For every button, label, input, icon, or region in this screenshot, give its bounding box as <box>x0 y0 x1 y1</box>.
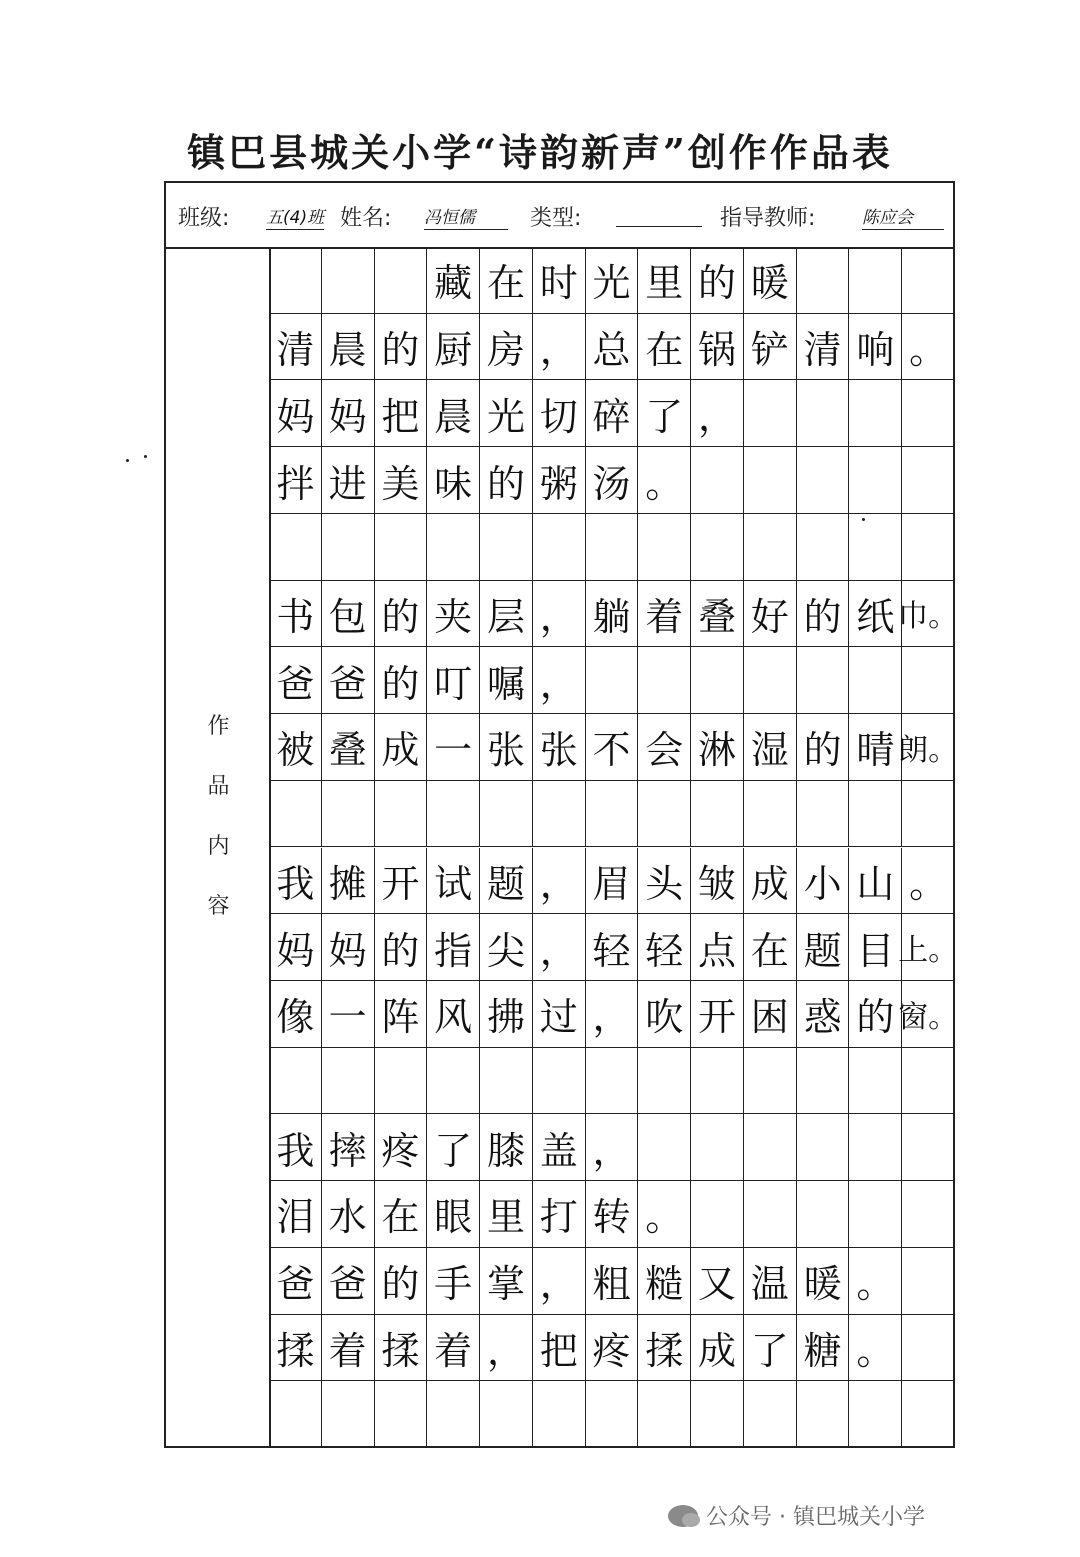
grid-cell: 。 <box>849 1248 902 1315</box>
grid-cell <box>480 514 533 581</box>
grid-cell: 疼 <box>375 1114 428 1181</box>
grid-cell <box>744 447 797 514</box>
grid-cell: 爸 <box>269 1248 322 1315</box>
grid-cell <box>849 447 902 514</box>
grid-cell: 。 <box>902 314 955 381</box>
grid-cell <box>691 1114 744 1181</box>
grid-cell: 着 <box>427 1315 480 1382</box>
content-label-char: 容 <box>207 894 230 919</box>
grid-cell <box>691 647 744 714</box>
grid-cell: 盖 <box>533 1114 586 1181</box>
grid-cell: 晨 <box>322 314 375 381</box>
grid-cell: 叠 <box>691 581 744 648</box>
grid-cell: 我 <box>269 848 322 915</box>
content-label-column <box>166 249 271 1448</box>
grid-cell <box>691 1381 744 1448</box>
grid-cell: 。 <box>638 447 691 514</box>
grid-cell: 题 <box>797 914 850 981</box>
class-value: 五(4)班 <box>266 203 324 230</box>
grid-cell <box>269 247 322 314</box>
grid-cell <box>849 1181 902 1248</box>
grid-cell: 摔 <box>322 1114 375 1181</box>
grid-cell: 揉 <box>638 1315 691 1382</box>
grid-cell <box>691 447 744 514</box>
grid-cell: 不 <box>586 714 639 781</box>
grid-cell: 暖 <box>797 1248 850 1315</box>
grid-cell <box>322 781 375 848</box>
grid-cell <box>744 1381 797 1448</box>
grid-cell: 头 <box>638 848 691 915</box>
grid-cell <box>797 247 850 314</box>
grid-cell <box>744 1181 797 1248</box>
grid-cell <box>322 1381 375 1448</box>
grid-cell: 上。 <box>902 914 955 981</box>
grid-cell <box>533 1048 586 1115</box>
grid-cell: 晴 <box>849 714 902 781</box>
grid-cell: 锅 <box>691 314 744 381</box>
grid-cell <box>586 647 639 714</box>
grid-cell <box>849 1381 902 1448</box>
grid-cell <box>849 1048 902 1115</box>
grid-cell: 开 <box>375 848 428 915</box>
grid-cell: 厨 <box>427 314 480 381</box>
grid-cell <box>375 247 428 314</box>
grid-cell <box>902 447 955 514</box>
grid-cell: 揉 <box>375 1315 428 1382</box>
grid-cell <box>533 514 586 581</box>
grid-cell: 张 <box>533 714 586 781</box>
grid-cell: 我 <box>269 1114 322 1181</box>
grid-cell: 妈 <box>322 914 375 981</box>
grid-cell: 光 <box>586 247 639 314</box>
teacher-value: 陈应会 <box>862 203 944 230</box>
grid-cell: 妈 <box>269 914 322 981</box>
grid-cell: 朗。 <box>902 714 955 781</box>
grid-cell: 山 <box>849 848 902 915</box>
grid-cell: 把 <box>533 1315 586 1382</box>
grid-cell <box>797 1381 850 1448</box>
grid-cell <box>902 781 955 848</box>
grid-cell <box>269 1381 322 1448</box>
content-label-char: 品 <box>207 774 230 799</box>
grid-cell: 。 <box>638 1181 691 1248</box>
grid-cell: 的 <box>797 714 850 781</box>
grid-cell: 巾。 <box>902 581 955 648</box>
grid-cell: 淋 <box>691 714 744 781</box>
grid-cell: 碎 <box>586 380 639 447</box>
grid-cell: 一 <box>322 981 375 1048</box>
grid-cell: 尖 <box>480 914 533 981</box>
grid-cell: 。 <box>849 1315 902 1382</box>
grid-cell <box>427 781 480 848</box>
grid-cell: 着 <box>638 581 691 648</box>
grid-cell: 小 <box>797 848 850 915</box>
grid-cell: 的 <box>375 647 428 714</box>
grid-cell: ， <box>533 647 586 714</box>
grid-cell <box>691 1181 744 1248</box>
grid-cell: 躺 <box>586 581 639 648</box>
grid-cell: 泪 <box>269 1181 322 1248</box>
grid-cell: 的 <box>797 581 850 648</box>
grid-cell: 又 <box>691 1248 744 1315</box>
grid-cell <box>744 1114 797 1181</box>
grid-cell: 层 <box>480 581 533 648</box>
grid-cell <box>902 1248 955 1315</box>
grid-cell <box>586 781 639 848</box>
grid-cell: 着 <box>322 1315 375 1382</box>
grid-cell: 爸 <box>322 647 375 714</box>
grid-cell: 的 <box>849 981 902 1048</box>
form-title: 镇巴县城关小学“诗韵新声”创作作品表 <box>187 130 893 175</box>
grid-cell <box>849 247 902 314</box>
grid-cell: 把 <box>375 380 428 447</box>
grid-cell <box>797 1114 850 1181</box>
grid-cell: ， <box>480 1315 533 1382</box>
grid-cell: 打 <box>533 1181 586 1248</box>
grid-cell: 光 <box>480 380 533 447</box>
grid-cell: 过 <box>533 981 586 1048</box>
grid-cell: 清 <box>269 314 322 381</box>
grid-cell: 爸 <box>269 647 322 714</box>
grid-cell <box>480 1048 533 1115</box>
grid-cell: 了 <box>427 1114 480 1181</box>
grid-cell <box>638 1114 691 1181</box>
grid-cell <box>797 447 850 514</box>
grid-cell: 疼 <box>586 1315 639 1382</box>
grid-cell <box>902 1315 955 1382</box>
grid-cell <box>902 514 955 581</box>
content-label-char: 内 <box>207 834 230 859</box>
info-row <box>166 183 953 249</box>
grid-cell: 了 <box>744 1315 797 1382</box>
watermark-text: 公众号 · 镇巴城关小学 <box>706 1505 925 1530</box>
type-value <box>616 203 702 227</box>
grid-cell: 叮 <box>427 647 480 714</box>
grid-cell: 嘱 <box>480 647 533 714</box>
watermark <box>668 1500 925 1531</box>
grid-cell: 吹 <box>638 981 691 1048</box>
grid-cell <box>691 514 744 581</box>
grid-cell <box>427 514 480 581</box>
grid-cell: 夹 <box>427 581 480 648</box>
grid-cell: 了 <box>638 380 691 447</box>
grid-cell <box>797 647 850 714</box>
grid-cell <box>638 647 691 714</box>
grid-cell <box>480 1381 533 1448</box>
grid-cell: 被 <box>269 714 322 781</box>
grid-cell: 手 <box>427 1248 480 1315</box>
grid-cell <box>533 781 586 848</box>
grid-cell <box>744 1048 797 1115</box>
grid-cell: ， <box>691 380 744 447</box>
grid-cell: 困 <box>744 981 797 1048</box>
grid-cell: 拂 <box>480 981 533 1048</box>
grid-cell: 温 <box>744 1248 797 1315</box>
grid-cell <box>375 1381 428 1448</box>
grid-cell <box>375 1048 428 1115</box>
grid-cell <box>902 1181 955 1248</box>
grid-cell <box>849 781 902 848</box>
grid-cell <box>269 781 322 848</box>
grid-cell <box>797 1048 850 1115</box>
grid-cell: 的 <box>375 914 428 981</box>
wechat-icon <box>668 1505 698 1527</box>
grid-cell: 在 <box>375 1181 428 1248</box>
grid-cell <box>322 1048 375 1115</box>
grid-cell <box>269 514 322 581</box>
paper-speck <box>126 459 129 462</box>
grid-cell <box>638 514 691 581</box>
grid-cell <box>480 781 533 848</box>
grid-cell: 题 <box>480 848 533 915</box>
grid-cell: 揉 <box>269 1315 322 1382</box>
grid-cell: 转 <box>586 1181 639 1248</box>
grid-cell: 掌 <box>480 1248 533 1315</box>
grid-cell: 时 <box>533 247 586 314</box>
grid-cell: ， <box>533 1248 586 1315</box>
grid-cell <box>849 380 902 447</box>
grid-cell: 糙 <box>638 1248 691 1315</box>
grid-cell <box>797 1181 850 1248</box>
grid-cell: 妈 <box>322 380 375 447</box>
grid-cell: 风 <box>427 981 480 1048</box>
grid-cell <box>744 514 797 581</box>
grid-cell: 纸 <box>849 581 902 648</box>
grid-cell: 在 <box>744 914 797 981</box>
grid-cell: ， <box>533 581 586 648</box>
grid-cell <box>849 1114 902 1181</box>
grid-cell <box>586 514 639 581</box>
grid-cell: 藏 <box>427 247 480 314</box>
grid-cell: 叠 <box>322 714 375 781</box>
grid-cell: 的 <box>691 247 744 314</box>
grid-cell: 的 <box>375 314 428 381</box>
grid-cell: 拌 <box>269 447 322 514</box>
name-label: 姓名: <box>340 206 392 231</box>
grid-cell <box>427 1381 480 1448</box>
grid-cell: 点 <box>691 914 744 981</box>
grid-cell: 阵 <box>375 981 428 1048</box>
grid-cell: 切 <box>533 380 586 447</box>
paper-speck <box>862 518 865 521</box>
grid-cell: ， <box>533 314 586 381</box>
grid-cell <box>902 380 955 447</box>
grid-cell: 张 <box>480 714 533 781</box>
grid-cell <box>849 514 902 581</box>
grid-cell <box>322 514 375 581</box>
grid-cell: 。 <box>902 848 955 915</box>
grid-cell: 晨 <box>427 380 480 447</box>
grid-cell: 清 <box>797 314 850 381</box>
grid-cell: 湿 <box>744 714 797 781</box>
class-label: 班级: <box>178 206 230 231</box>
grid-cell <box>902 1381 955 1448</box>
grid-cell: 包 <box>322 581 375 648</box>
grid-cell <box>691 1048 744 1115</box>
grid-cell <box>797 781 850 848</box>
type-label: 类型: <box>530 206 582 231</box>
grid-cell <box>797 380 850 447</box>
grid-cell <box>586 1381 639 1448</box>
grid-cell <box>638 1381 691 1448</box>
grid-cell <box>902 1114 955 1181</box>
grid-cell <box>902 247 955 314</box>
grid-cell <box>849 647 902 714</box>
grid-cell: 好 <box>744 581 797 648</box>
grid-cell <box>902 647 955 714</box>
grid-cell: 成 <box>375 714 428 781</box>
grid-cell: 目 <box>849 914 902 981</box>
grid-cell: 汤 <box>586 447 639 514</box>
grid-cell <box>744 380 797 447</box>
grid-cell <box>902 1048 955 1115</box>
grid-cell: 眼 <box>427 1181 480 1248</box>
grid-cell: 会 <box>638 714 691 781</box>
grid-cell: 在 <box>480 247 533 314</box>
content-label-char: 作 <box>207 714 230 739</box>
grid-cell: ， <box>586 1114 639 1181</box>
grid-cell <box>269 1048 322 1115</box>
grid-cell <box>744 781 797 848</box>
grid-cell: 爸 <box>322 1248 375 1315</box>
grid-cell: 水 <box>322 1181 375 1248</box>
grid-cell: 里 <box>638 247 691 314</box>
grid-cell: 开 <box>691 981 744 1048</box>
grid-cell: 味 <box>427 447 480 514</box>
grid-cell: 粥 <box>533 447 586 514</box>
grid-cell: 房 <box>480 314 533 381</box>
grid-cell: 膝 <box>480 1114 533 1181</box>
grid-cell: 惑 <box>797 981 850 1048</box>
grid-cell <box>322 247 375 314</box>
grid-cell: 一 <box>427 714 480 781</box>
grid-cell: 妈 <box>269 380 322 447</box>
grid-cell: 进 <box>322 447 375 514</box>
grid-cell: 响 <box>849 314 902 381</box>
grid-cell: 书 <box>269 581 322 648</box>
grid-cell: 糖 <box>797 1315 850 1382</box>
grid-cell <box>797 514 850 581</box>
grid-cell: ， <box>586 981 639 1048</box>
grid-cell <box>533 1381 586 1448</box>
grid-cell: 轻 <box>586 914 639 981</box>
grid-cell: ， <box>533 914 586 981</box>
grid-cell <box>375 781 428 848</box>
grid-cell: 暖 <box>744 247 797 314</box>
grid-cell: 窗。 <box>902 981 955 1048</box>
grid-cell <box>638 1048 691 1115</box>
grid-cell: 成 <box>691 1315 744 1382</box>
grid-cell: 的 <box>375 1248 428 1315</box>
grid-cell: 美 <box>375 447 428 514</box>
writing-grid <box>269 247 959 1448</box>
grid-cell: 的 <box>480 447 533 514</box>
grid-cell <box>638 781 691 848</box>
grid-cell: ， <box>533 848 586 915</box>
grid-cell: 铲 <box>744 314 797 381</box>
grid-cell <box>691 781 744 848</box>
grid-cell <box>744 647 797 714</box>
grid-cell: 成 <box>744 848 797 915</box>
grid-cell: 像 <box>269 981 322 1048</box>
teacher-label: 指导教师: <box>720 206 816 231</box>
grid-cell <box>586 1048 639 1115</box>
grid-cell: 摊 <box>322 848 375 915</box>
grid-cell: 粗 <box>586 1248 639 1315</box>
paper-speck <box>144 455 147 458</box>
grid-cell: 指 <box>427 914 480 981</box>
grid-cell: 试 <box>427 848 480 915</box>
grid-cell: 皱 <box>691 848 744 915</box>
grid-cell: 的 <box>375 581 428 648</box>
grid-cell <box>375 514 428 581</box>
grid-cell: 总 <box>586 314 639 381</box>
grid-cell <box>427 1048 480 1115</box>
grid-cell: 里 <box>480 1181 533 1248</box>
grid-cell: 眉 <box>586 848 639 915</box>
grid-cell: 在 <box>638 314 691 381</box>
grid-cell: 轻 <box>638 914 691 981</box>
name-value: 冯恒儒 <box>424 203 508 230</box>
